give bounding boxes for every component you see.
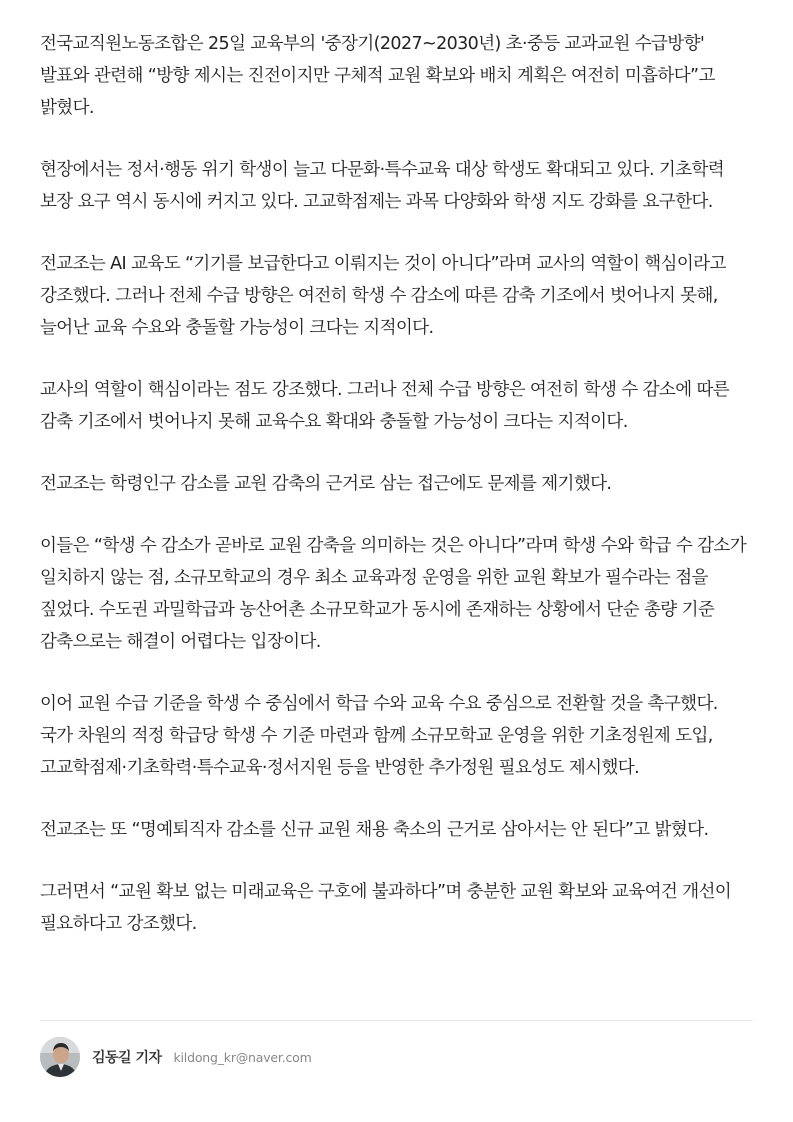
- paragraph-4: 교사의 역할이 핵심이라는 점도 강조했다. 그러나 전체 수급 방향은 여전히 학생 수 감소에 따른 감축 기조에서 벗어나지 못해 교육수요 확대와 충돌할 가능성이 크다는 지적이다.: [40, 380, 730, 432]
- paragraph-6: 이들은 “학생 수 감소가 곧바로 교원 감축을 의미하는 것은 아니다”라며 학생 수와 학급 수 감소가 일치하지 않는 점, 소규모학교의 경우 최소 교육과정 운영을 위한 교원 확보가 필수라는 점을 짚었다. 수도권 과밀학급과 농산어촌 소규모학교가 동시에 존재하는 상황에서 단순 총량 기준 감축으로는 해결이 어렵다는 입장이다.: [40, 536, 746, 652]
- reporter-name: 김동길 기자: [92, 1050, 162, 1066]
- paragraph-5: 전교조는 학령인구 감소를 교원 감축의 근거로 삼는 접근에도 문제를 제기했다.: [40, 474, 612, 494]
- paragraph-1: 전국교직원노동조합은 25일 교육부의 '중장기(2027~2030년) 초·중등 교과교원 수급방향' 발표와 관련해 “방향 제시는 진전이지만 구체적 교원 확보와 배치 계획은 여전히 미흡하다”고 밝혔다.: [40, 34, 715, 118]
- reporter-byline: [40, 1037, 312, 1077]
- paragraph-9: 그러면서 “교원 확보 없는 미래교육은 구호에 불과하다”며 충분한 교원 확보와 교육여건 개선이 필요하다고 강조했다.: [40, 882, 732, 934]
- article-body: [40, 28, 753, 940]
- paragraph-7: 이어 교원 수급 기준을 학생 수 중심에서 학급 수와 교육 수요 중심으로 전환할 것을 촉구했다. 국가 차원의 적정 학급당 학생 수 기준 마련과 함께 소규모학교 운영을 위한 기초정원제 도입, 고교학점제·기초학력·특수교육·정서지원 등을 반영한 추가정원 필요성도 제시했다.: [40, 694, 718, 778]
- reporter-photo-icon[interactable]: [40, 1037, 80, 1077]
- paragraph-2: 현장에서는 정서·행동 위기 학생이 늘고 다문화·특수교육 대상 학생도 확대되고 있다. 기초학력 보장 요구 역시 동시에 커지고 있다. 고교학점제는 과목 다양화와 학생 지도 강화를 요구한다.: [40, 160, 725, 212]
- reporter-email[interactable]: kildong_kr@naver.com: [173, 1049, 312, 1065]
- paragraph-3: 전교조는 AI 교육도 “기기를 보급한다고 이뤄지는 것이 아니다”라며 교사의 역할이 핵심이라고 강조했다. 그러나 전체 수급 방향은 여전히 학생 수 감소에 따른 감축 기조에서 벗어나지 못해, 늘어난 교육 수요와 충돌할 가능성이 크다는 지적이다.: [40, 254, 726, 338]
- paragraph-8: 전교조는 또 “명예퇴직자 감소를 신규 교원 채용 축소의 근거로 삼아서는 안 된다”고 밝혔다.: [40, 820, 709, 840]
- byline-divider: [40, 1020, 753, 1021]
